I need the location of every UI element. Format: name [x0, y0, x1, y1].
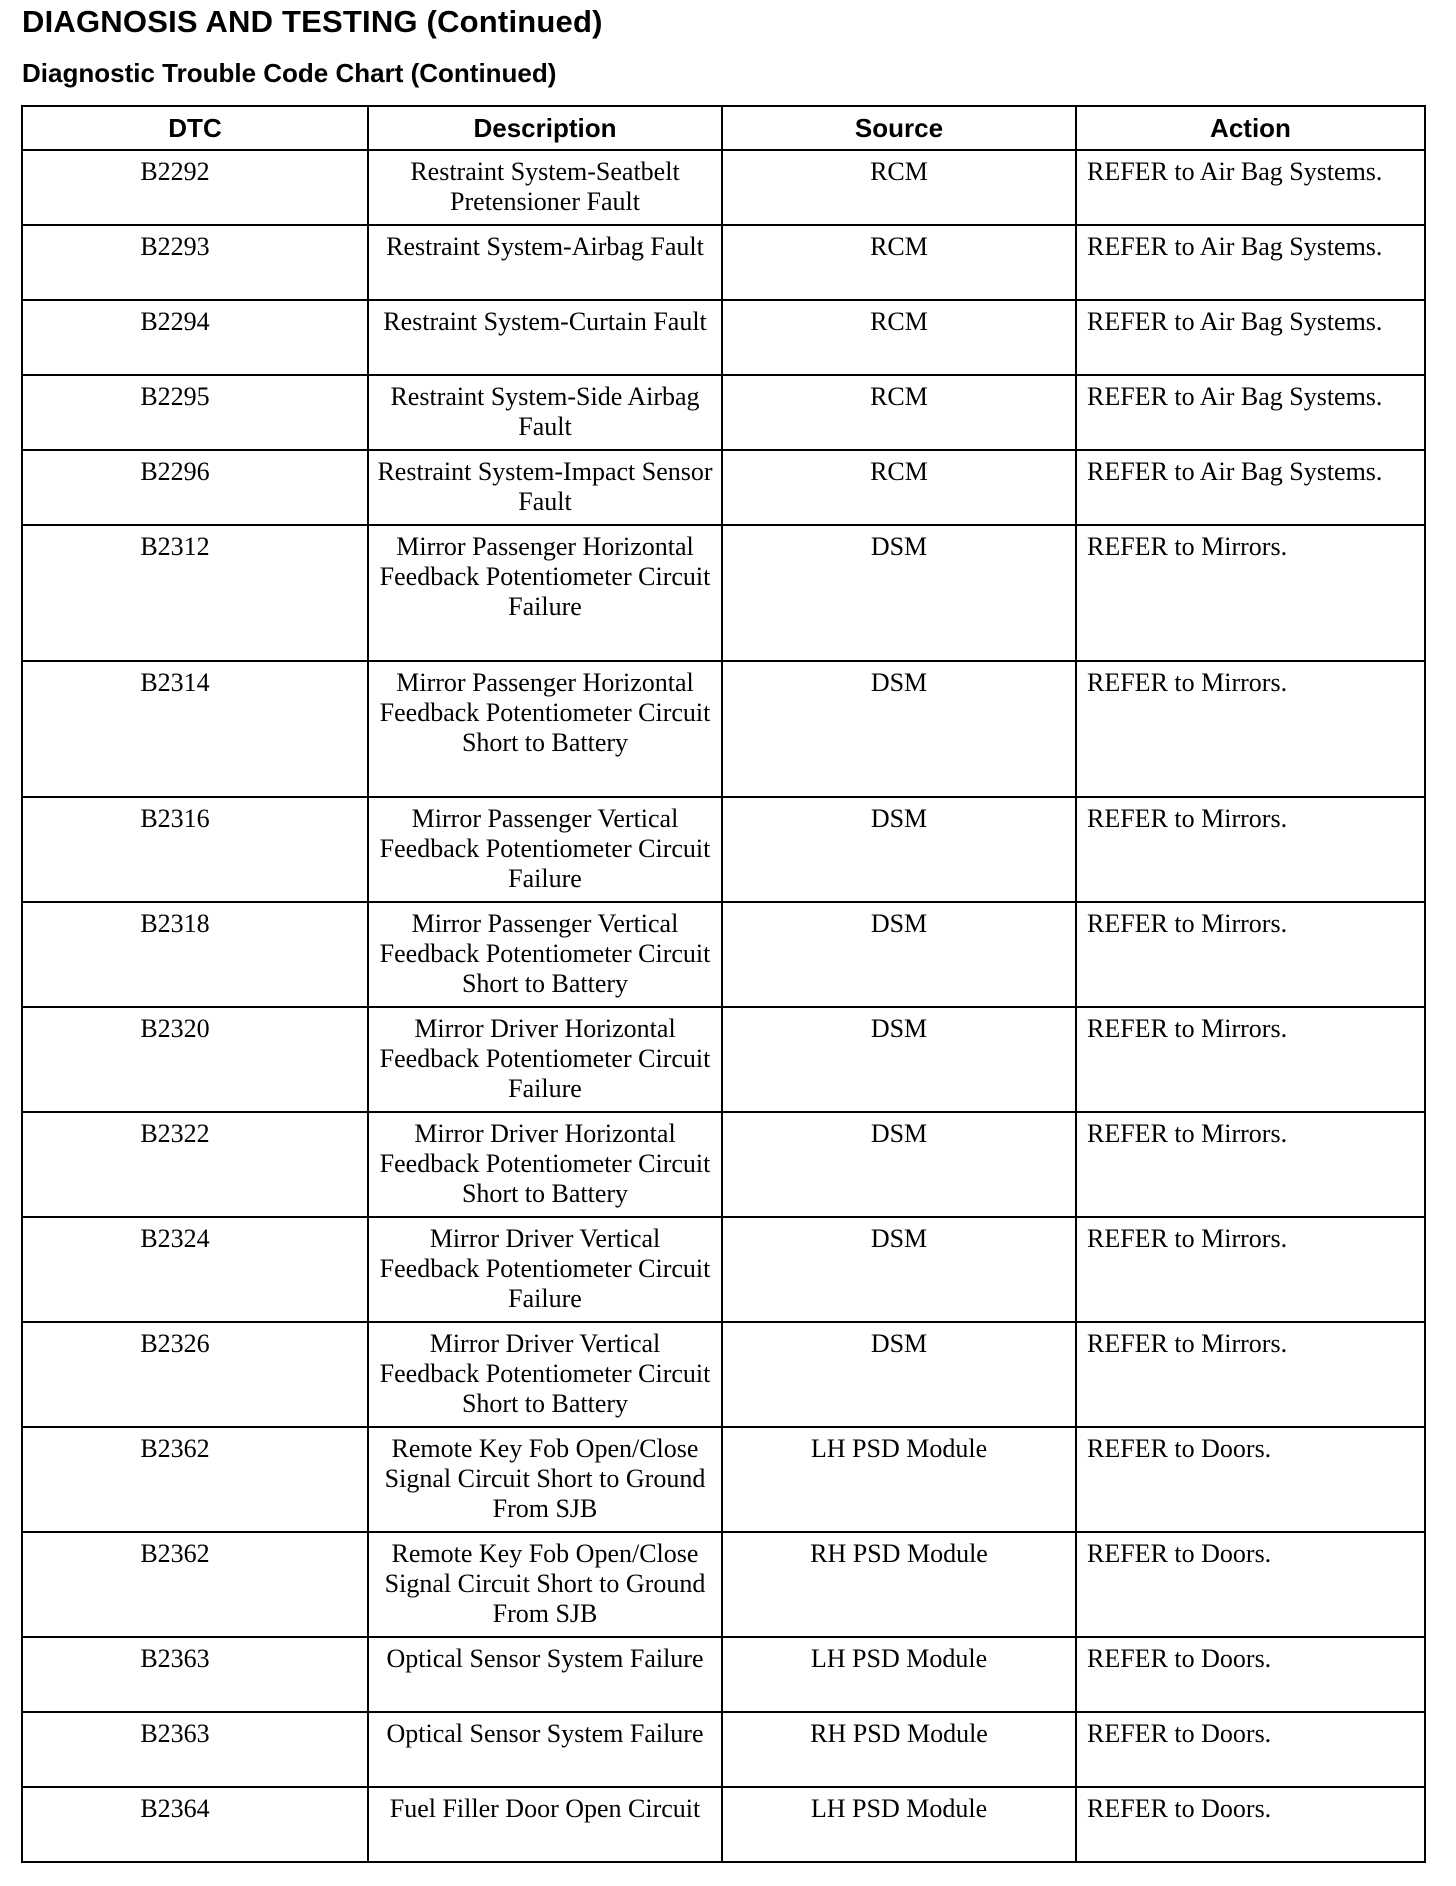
- table-header: [22, 106, 1425, 150]
- header-row: [22, 106, 1425, 150]
- dtc-cell: B2326: [22, 1322, 368, 1427]
- column-header-source: Source: [722, 106, 1076, 150]
- dtc-cell: B2295: [22, 375, 368, 450]
- description-cell: Restraint System-Seatbelt Pretensioner Fault: [368, 150, 722, 225]
- source-cell: LH PSD Module: [722, 1427, 1076, 1532]
- action-cell: REFER to Air Bag Systems.: [1076, 450, 1425, 525]
- table-row: [22, 1427, 1425, 1532]
- dtc-cell: B2320: [22, 1007, 368, 1112]
- description-cell: Mirror Driver Horizontal Feedback Potentiometer Circuit Short to Battery: [368, 1112, 722, 1217]
- action-cell: REFER to Mirrors.: [1076, 902, 1425, 1007]
- source-cell: DSM: [722, 1112, 1076, 1217]
- dtc-cell: B2322: [22, 1112, 368, 1217]
- action-cell: REFER to Mirrors.: [1076, 1007, 1425, 1112]
- source-cell: RCM: [722, 225, 1076, 300]
- description-cell: Mirror Passenger Vertical Feedback Potentiometer Circuit Short to Battery: [368, 902, 722, 1007]
- source-cell: DSM: [722, 797, 1076, 902]
- source-cell: RH PSD Module: [722, 1532, 1076, 1637]
- action-cell: REFER to Air Bag Systems.: [1076, 300, 1425, 375]
- section-title: Diagnostic Trouble Code Chart (Continued): [22, 58, 557, 88]
- action-cell: REFER to Air Bag Systems.: [1076, 375, 1425, 450]
- dtc-cell: B2364: [22, 1787, 368, 1862]
- table-row: [22, 1712, 1425, 1787]
- table-row: [22, 150, 1425, 225]
- description-cell: Mirror Passenger Horizontal Feedback Potentiometer Circuit Failure: [368, 525, 722, 661]
- source-cell: RCM: [722, 300, 1076, 375]
- source-cell: LH PSD Module: [722, 1637, 1076, 1712]
- dtc-cell: B2292: [22, 150, 368, 225]
- table-row: [22, 1322, 1425, 1427]
- dtc-cell: B2363: [22, 1712, 368, 1787]
- action-cell: REFER to Mirrors.: [1076, 1112, 1425, 1217]
- action-cell: REFER to Doors.: [1076, 1532, 1425, 1637]
- action-cell: REFER to Doors.: [1076, 1712, 1425, 1787]
- action-cell: REFER to Mirrors.: [1076, 797, 1425, 902]
- dtc-cell: B2296: [22, 450, 368, 525]
- source-cell: RCM: [722, 375, 1076, 450]
- table-row: [22, 1112, 1425, 1217]
- description-cell: Mirror Driver Vertical Feedback Potentiometer Circuit Short to Battery: [368, 1322, 722, 1427]
- source-cell: DSM: [722, 1322, 1076, 1427]
- action-cell: REFER to Doors.: [1076, 1427, 1425, 1532]
- dtc-cell: B2362: [22, 1532, 368, 1637]
- description-cell: Remote Key Fob Open/Close Signal Circuit Short to Ground From SJB: [368, 1532, 722, 1637]
- table-row: [22, 450, 1425, 525]
- description-cell: Optical Sensor System Failure: [368, 1712, 722, 1787]
- source-cell: DSM: [722, 525, 1076, 661]
- action-cell: REFER to Mirrors.: [1076, 661, 1425, 797]
- action-cell: REFER to Doors.: [1076, 1787, 1425, 1862]
- table-row: [22, 661, 1425, 797]
- dtc-cell: B2316: [22, 797, 368, 902]
- source-cell: DSM: [722, 1217, 1076, 1322]
- table-row: [22, 225, 1425, 300]
- source-cell: RCM: [722, 450, 1076, 525]
- action-cell: REFER to Mirrors.: [1076, 1217, 1425, 1322]
- table-row: [22, 1637, 1425, 1712]
- table-row: [22, 1787, 1425, 1862]
- source-cell: LH PSD Module: [722, 1787, 1076, 1862]
- action-cell: REFER to Mirrors.: [1076, 1322, 1425, 1427]
- table-row: [22, 525, 1425, 661]
- dtc-cell: B2293: [22, 225, 368, 300]
- table-row: [22, 1217, 1425, 1322]
- description-cell: Fuel Filler Door Open Circuit: [368, 1787, 722, 1862]
- column-header-action: Action: [1076, 106, 1425, 150]
- source-cell: DSM: [722, 902, 1076, 1007]
- dtc-table: [21, 105, 1426, 1863]
- description-cell: Restraint System-Airbag Fault: [368, 225, 722, 300]
- source-cell: DSM: [722, 1007, 1076, 1112]
- dtc-cell: B2362: [22, 1427, 368, 1532]
- description-cell: Mirror Passenger Horizontal Feedback Potentiometer Circuit Short to Battery: [368, 661, 722, 797]
- action-cell: REFER to Air Bag Systems.: [1076, 225, 1425, 300]
- action-cell: REFER to Mirrors.: [1076, 525, 1425, 661]
- table-row: [22, 300, 1425, 375]
- page-title: DIAGNOSIS AND TESTING (Continued): [22, 4, 603, 39]
- dtc-cell: B2314: [22, 661, 368, 797]
- table-row: [22, 902, 1425, 1007]
- table-row: [22, 1007, 1425, 1112]
- table-row: [22, 797, 1425, 902]
- column-header-dtc: DTC: [22, 106, 368, 150]
- source-cell: DSM: [722, 661, 1076, 797]
- dtc-cell: B2324: [22, 1217, 368, 1322]
- table-row: [22, 1532, 1425, 1637]
- description-cell: Mirror Passenger Vertical Feedback Potentiometer Circuit Failure: [368, 797, 722, 902]
- source-cell: RH PSD Module: [722, 1712, 1076, 1787]
- description-cell: Mirror Driver Horizontal Feedback Potentiometer Circuit Failure: [368, 1007, 722, 1112]
- action-cell: REFER to Doors.: [1076, 1637, 1425, 1712]
- table-row: [22, 375, 1425, 450]
- dtc-cell: B2318: [22, 902, 368, 1007]
- description-cell: Remote Key Fob Open/Close Signal Circuit Short to Ground From SJB: [368, 1427, 722, 1532]
- action-cell: REFER to Air Bag Systems.: [1076, 150, 1425, 225]
- description-cell: Restraint System-Impact Sensor Fault: [368, 450, 722, 525]
- dtc-cell: B2312: [22, 525, 368, 661]
- description-cell: Restraint System-Side Airbag Fault: [368, 375, 722, 450]
- description-cell: Mirror Driver Vertical Feedback Potentiometer Circuit Failure: [368, 1217, 722, 1322]
- dtc-cell: B2294: [22, 300, 368, 375]
- dtc-cell: B2363: [22, 1637, 368, 1712]
- description-cell: Restraint System-Curtain Fault: [368, 300, 722, 375]
- column-header-description: Description: [368, 106, 722, 150]
- description-cell: Optical Sensor System Failure: [368, 1637, 722, 1712]
- source-cell: RCM: [722, 150, 1076, 225]
